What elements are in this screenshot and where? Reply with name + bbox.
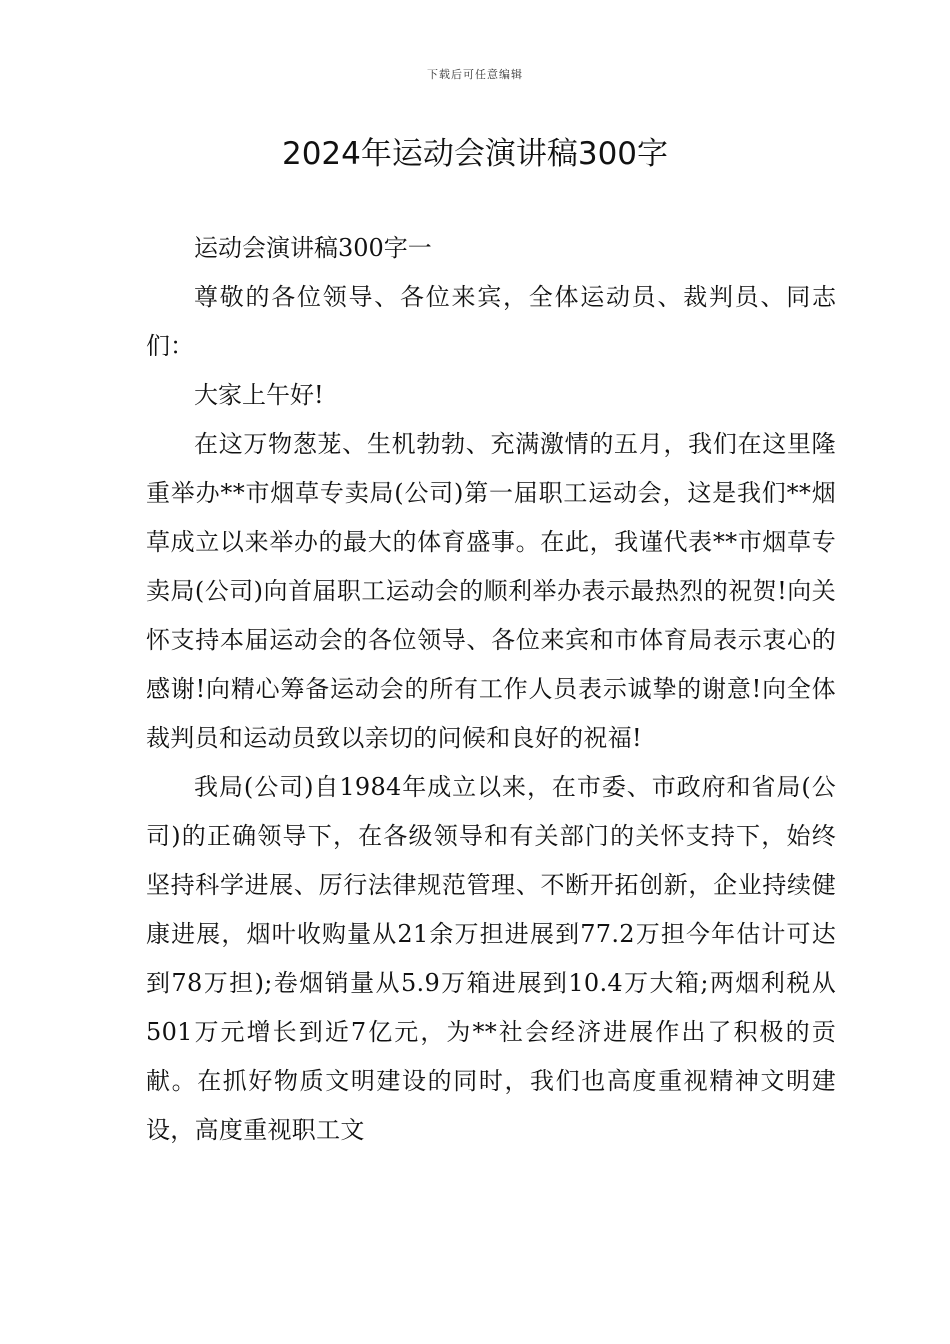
paragraph-history: 我局(公司)自1984年成立以来，在市委、市政府和省局(公司)的正确领导下，在各级领导和有关部门的关怀支持下，始终坚持科学进展、厉行法律规范管理、不断开拓创新，企业持续健康进展，烟叶收购量从21余万担进展到77.2万担今年估计可达到78万担);卷烟销量从5.9万箱进展到10.4万大箱;两烟利税从501万元增长到近7亿元，为**社会经济进展作出了积极的贡献。在抓好物质文明建设的同时，我们也高度重视精神文明建设，高度重视职工文 — [146, 773, 836, 1144]
header-note: 下载后可任意编辑 — [427, 68, 523, 81]
paragraph-salutation: 尊敬的各位领导、各位来宾，全体运动员、裁判员、同志们： — [146, 283, 836, 360]
document-title: 2024年运动会演讲稿300字 — [281, 136, 669, 172]
paragraph-subtitle: 运动会演讲稿300字一 — [194, 234, 432, 262]
paragraph-opening: 在这万物葱茏、生机勃勃、充满激情的五月，我们在这里隆重举办**市烟草专卖局(公司)第一届职工运动会，这是我们**烟草成立以来举办的最大的体育盛事。在此，我谨代表**市烟草专卖局(公司)向首届职工运动会的顺利举办表示最热烈的祝贺!向关怀支持本届运动会的各位领导、各位来宾和市体育局表示衷心的感谢!向精心筹备运动会的所有工作人员表示诚挚的谢意!向全体裁判员和运动员致以亲切的问候和良好的祝福! — [146, 430, 836, 752]
paragraph-greeting: 大家上午好! — [194, 381, 324, 409]
document-body — [146, 224, 836, 1155]
